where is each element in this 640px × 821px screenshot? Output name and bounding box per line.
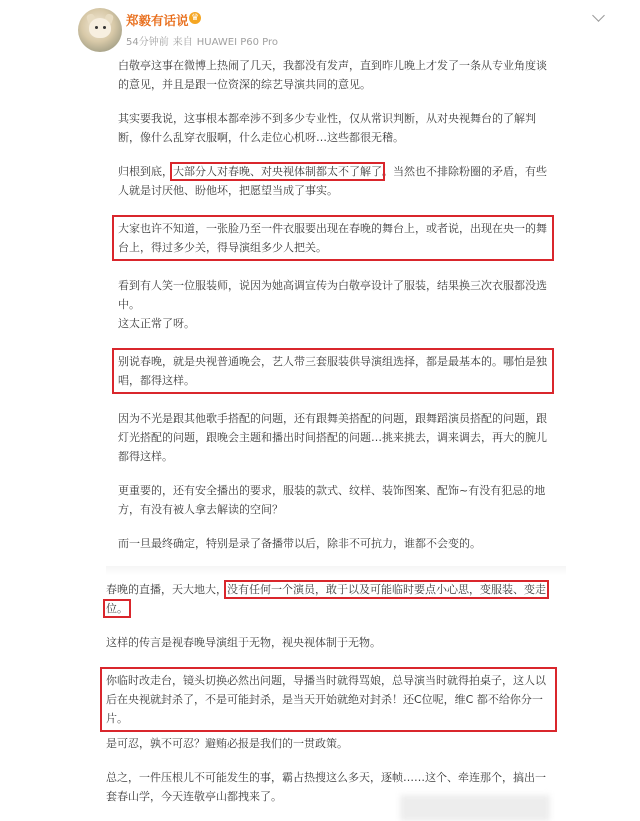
paragraph-text: 。当然也不排除粉圈的矛盾，有些人就是讨厌他、盼他坏，把愿望当成了事实。 <box>118 165 547 197</box>
post-body <box>118 56 548 568</box>
highlighted-paragraph: 你临时改走台，镜头切换必然出问题，导播当时就得骂娘，总导演当时就得拍桌子，这人以后在央视就封杀了，不是可能封杀，是当天开始就绝对封杀！还C位呢，维C 都不给你分一片。 <box>100 667 557 732</box>
paragraph: 是可忍，孰不可忍？避贿必报是我们的一贯政策。 <box>106 737 348 750</box>
post-time: 54分钟前 <box>126 37 169 48</box>
paragraph-text: 看到有人笑一位服装师，说因为她高调宣传为白敬亭设计了服装，结果换三次衣服都没选中。 <box>118 279 547 311</box>
paragraph-text: 春晚的直播，天大地大， <box>106 583 227 596</box>
device-source[interactable]: HUAWEI P60 Pro <box>196 37 278 48</box>
chevron-down-icon[interactable] <box>592 10 606 20</box>
paragraph: 白敬亭这事在微博上热闹了几天，我都没有发声，直到昨儿晚上才发了一条从专业角度谈的意见，并且是跟一位资深的综艺导演共同的意见。 <box>118 59 547 91</box>
post-meta <box>126 33 282 48</box>
paragraph: 其实要我说，这事根本都牵涉不到多少专业性，仅从常识判断，从对央视舞台的了解判断，像什么乱穿衣服啊，什么走位心机呀…这些都很无稽。 <box>118 112 536 144</box>
post-header <box>78 8 618 56</box>
avatar[interactable] <box>78 8 122 52</box>
highlighted-text: 大部分人对春晚、对央视体制都太不了解了 <box>173 165 382 178</box>
paragraph: 更重要的，还有安全播出的要求，服装的款式、纹样、装饰图案、配饰~有没有犯忌的地方，有没有被人拿去解读的空间？ <box>118 484 546 516</box>
highlighted-text: 没有任何一个演员，敢于以及可能临时要点小心思，变服装、变走位。 <box>106 583 546 615</box>
paragraph <box>106 580 551 618</box>
highlighted-paragraph: 别说春晚，就是央视普通晚会，艺人带三套服装供导演组选择，都是最基本的。哪怕是独唱，都得这样。 <box>112 348 554 394</box>
source-prefix: 来自 <box>172 37 193 48</box>
screenshot-divider <box>106 566 566 576</box>
paragraph: 这样的传言是视春晚导演组于无物，视央视体制于无物。 <box>106 636 381 649</box>
crown-badge-icon: ♛ <box>190 13 200 23</box>
highlighted-paragraph: 大家也许不知道，一张脸乃至一件衣服要出现在春晚的舞台上，或者说，出现在央一的舞台上，得过多少关，得导演组多少人把关。 <box>112 215 554 261</box>
paragraph-text: 归根到底， <box>118 165 173 178</box>
paragraph <box>118 276 548 333</box>
paragraph-text: 这太正常了呀。 <box>118 317 195 330</box>
paragraph: 而一旦最终确定，特别是录了备播带以后，除非不可抗力，谁都不会变的。 <box>118 537 481 550</box>
paragraph <box>118 162 548 200</box>
blurred-region <box>400 795 550 821</box>
post-body-continued <box>106 580 551 821</box>
username[interactable]: 郑毅有话说 <box>126 13 189 28</box>
paragraph: 总之，一件压根儿不可能发生的事，霸占热搜这么多天，逐帧……这个、牵连那个，搞出一套春山学，今天连敬亭山都拽来了。 <box>106 771 546 803</box>
paragraph: 因为不光是跟其他歌手搭配的问题，还有跟舞美搭配的问题，跟舞蹈演员搭配的问题，跟灯光搭配的问题，跟晚会主题和播出时间搭配的问题…挑来挑去，调来调去，再大的腕儿都得这样。 <box>118 412 547 463</box>
